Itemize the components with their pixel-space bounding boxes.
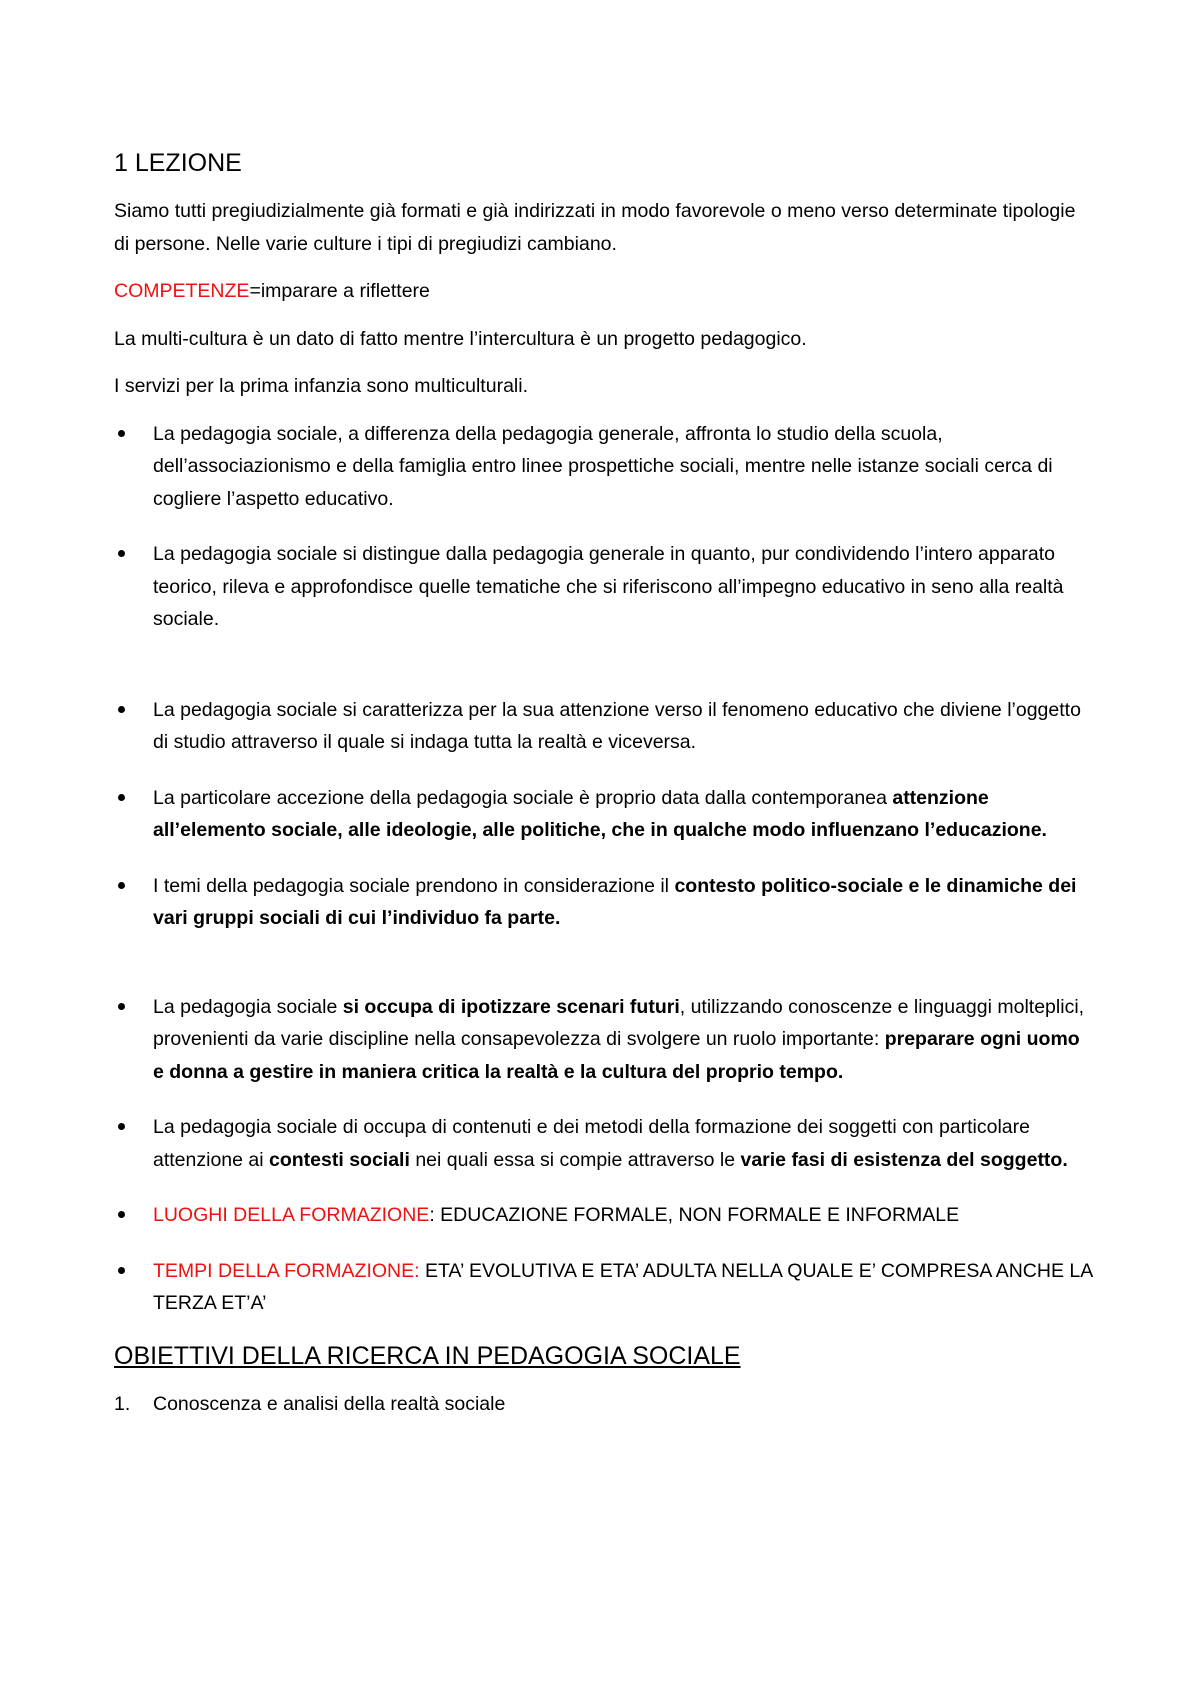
bullet-text: La particolare accezione della pedagogia sociale è proprio data dalla contemporanea [153,786,893,809]
intro-paragraph: Siamo tutti pregiudizialmente già formati e già indirizzati in modo favorevole o meno verso determinate tipologie di persone. Nelle varie culture i tipi di pregiudizi cambiano. [114,200,1076,255]
bullet-item [114,991,1094,1089]
section-heading: OBIETTIVI DELLA RICERCA IN PEDAGOGIA SOCIALE [114,1341,741,1370]
numbered-list [114,1388,1094,1421]
bullet-text: nei quali essa si compie attraverso le [409,1148,741,1171]
bullet-bold-text: varie fasi di esistenza del soggetto. [740,1148,1068,1171]
page-title: 1 LEZIONE [114,149,242,177]
bullet-icon [118,706,125,713]
item-text: Conoscenza e analisi della realtà sociale [153,1392,506,1415]
bullet-icon [118,1123,125,1130]
bullet-item [114,782,1094,847]
servizi-paragraph: I servizi per la prima infanzia sono multiculturali. [114,375,528,397]
bullet-item [114,538,1094,636]
bullet-text: La pedagogia sociale di occupa di contenuti e dei metodi della formazione dei soggetti con particolare attenzione ai [153,1116,1030,1171]
bullet-icon [118,1211,125,1218]
bullet-text: La pedagogia sociale [153,995,343,1018]
tempi-label: TEMPI DELLA FORMAZIONE: [153,1259,420,1282]
competenze-label: COMPETENZE [114,280,250,302]
competenze-paragraph [114,275,1094,308]
bullet-item [114,870,1094,935]
bullet-icon [118,550,125,557]
bullet-text: La pedagogia sociale, a differenza della pedagogia generale, affronta lo studio della scuola, dell’associazionismo e della famiglia entro linee prospettiche sociali, mentre nelle istanze sociali cerca di cogliere l’aspetto educativo. [153,422,1053,510]
bullet-text: I temi della pedagogia sociale prendono in considerazione il [153,874,675,897]
bullet-bold-text: attenzione all’elemento sociale, alle ideologie, alle politiche, che in qualche modo influenzano l’educazione. [153,786,1047,841]
bullet-item [114,694,1094,759]
item-number: 1. [114,1392,131,1415]
bullet-list [114,418,1094,1320]
bullet-item [114,418,1094,516]
document-page [114,145,1094,1420]
bullet-bold-text: contesti sociali [269,1148,410,1171]
bullet-icon [118,882,125,889]
bullet-bold-text: preparare ogni uomo e donna a gestire in maniera critica la realtà e la cultura del proprio tempo. [153,1028,1080,1083]
bullet-icon [118,794,125,801]
competenze-text: =imparare a riflettere [249,280,430,302]
bullet-item [114,1111,1094,1176]
bullet-text: : EDUCAZIONE FORMALE, NON FORMALE E INFORMALE [429,1204,960,1226]
bullet-item [114,1255,1094,1320]
bullet-text: La pedagogia sociale si distingue dalla pedagogia generale in quanto, pur condividendo l’intero apparato teorico, rileva e approfondisce quelle tematiche che si riferiscono all’impegno educativo in seno alla realtà sociale. [153,543,1064,630]
bullet-bold-text: si occupa di ipotizzare scenari futuri [342,995,680,1018]
numbered-item [114,1388,1094,1421]
bullet-icon [118,1267,125,1274]
bullet-text: ETA’ EVOLUTIVA E ETA’ ADULTA NELLA QUALE E’ COMPRESA ANCHE LA TERZA ET’A’ [153,1259,1093,1314]
luoghi-label: LUOGHI DELLA FORMAZIONE [153,1204,430,1226]
bullet-icon [118,1003,125,1010]
multicultura-paragraph: La multi-cultura è un dato di fatto mentre l’intercultura è un progetto pedagogico. [114,327,807,350]
bullet-bold-text: contesto politico-sociale e le dinamiche dei vari gruppi sociali di cui l’individuo fa parte. [153,874,1077,929]
bullet-text: La pedagogia sociale si caratterizza per la sua attenzione verso il fenomeno educativo che diviene l’oggetto di studio attraverso il quale si indaga tutta la realtà e viceversa. [153,698,1081,753]
bullet-text: , utilizzando conoscenze e linguaggi molteplici, provenienti da varie discipline nella consapevolezza di svolgere un ruolo importante: [153,995,1085,1050]
bullet-item [114,1199,1094,1232]
bullet-icon [118,430,125,437]
